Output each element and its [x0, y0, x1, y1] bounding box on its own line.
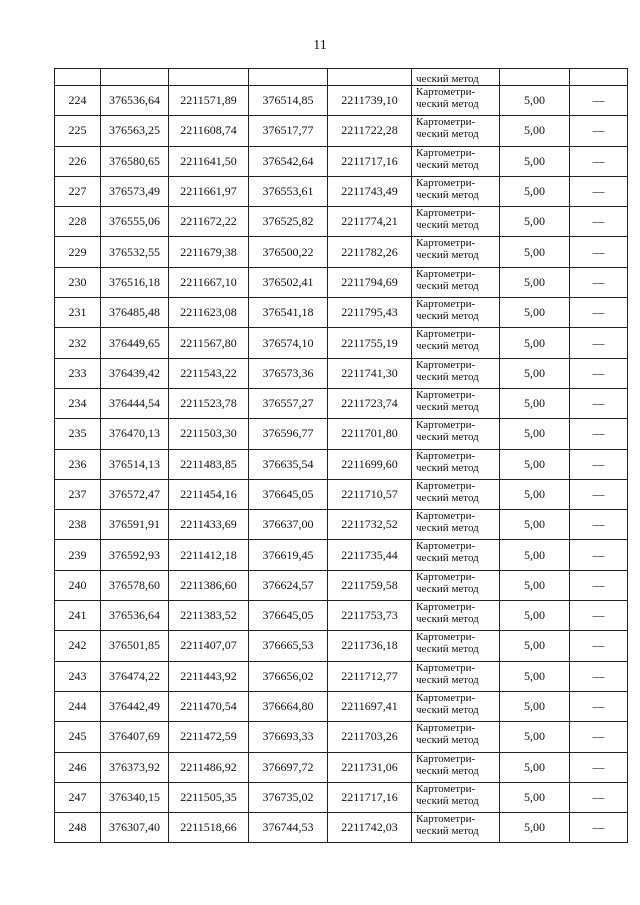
y-new-cell: 2211722,28 — [328, 116, 412, 146]
method-cell — [412, 570, 500, 600]
method-cell — [412, 328, 500, 358]
precision-cell: 5,00 — [500, 540, 570, 570]
x-old-cell: 376439,42 — [101, 358, 169, 388]
table-row — [55, 237, 628, 267]
dash-cell: — — [570, 661, 628, 691]
method-cell — [412, 752, 500, 782]
method-cell — [412, 661, 500, 691]
point-number-cell: 240 — [55, 570, 101, 600]
dash-cell: — — [570, 86, 628, 116]
x-new-cell: 376744,53 — [249, 813, 328, 843]
empty-cell — [500, 69, 570, 86]
empty-cell — [169, 69, 249, 86]
precision-cell: 5,00 — [500, 601, 570, 631]
table-row — [55, 146, 628, 176]
point-number-cell: 235 — [55, 419, 101, 449]
table-row — [55, 388, 628, 418]
method-line-1: Картометри- — [416, 419, 476, 432]
y-new-cell: 2211743,49 — [328, 176, 412, 206]
precision-cell: 5,00 — [500, 388, 570, 418]
point-number-cell: 229 — [55, 237, 101, 267]
method-cell — [412, 86, 500, 116]
empty-cell — [328, 69, 412, 86]
dash-cell: — — [570, 540, 628, 570]
x-old-cell: 376442,49 — [101, 691, 169, 721]
method-line-1: Картометри- — [416, 691, 476, 704]
x-old-cell: 376516,18 — [101, 267, 169, 297]
dash-cell: — — [570, 146, 628, 176]
y-new-cell: 2211710,57 — [328, 479, 412, 509]
y-new-cell: 2211723,74 — [328, 388, 412, 418]
x-new-cell: 376645,05 — [249, 601, 328, 631]
dash-cell: — — [570, 813, 628, 843]
y-new-cell: 2211794,69 — [328, 267, 412, 297]
y-new-cell: 2211731,06 — [328, 752, 412, 782]
method-cell — [412, 298, 500, 328]
point-number-cell: 226 — [55, 146, 101, 176]
y-old-cell: 2211443,92 — [169, 661, 249, 691]
point-number-cell: 238 — [55, 510, 101, 540]
table-row — [55, 419, 628, 449]
x-new-cell: 376637,00 — [249, 510, 328, 540]
precision-cell: 5,00 — [500, 358, 570, 388]
y-old-cell: 2211486,92 — [169, 752, 249, 782]
y-old-cell: 2211518,66 — [169, 813, 249, 843]
method-cell — [412, 510, 500, 540]
dash-cell: — — [570, 722, 628, 752]
point-number-cell: 237 — [55, 479, 101, 509]
y-old-cell: 2211608,74 — [169, 116, 249, 146]
empty-cell — [55, 69, 101, 86]
method-line-1: Картометри- — [416, 631, 476, 644]
dash-cell: — — [570, 388, 628, 418]
y-old-cell: 2211483,85 — [169, 449, 249, 479]
x-old-cell: 376470,13 — [101, 419, 169, 449]
dash-cell: — — [570, 358, 628, 388]
method-cell — [412, 267, 500, 297]
method-line-1: Картометри- — [416, 752, 476, 765]
table-row — [55, 358, 628, 388]
table-row — [55, 540, 628, 570]
x-new-cell: 376635,54 — [249, 449, 328, 479]
dash-cell: — — [570, 176, 628, 206]
y-old-cell: 2211386,60 — [169, 570, 249, 600]
y-old-cell: 2211523,78 — [169, 388, 249, 418]
dash-cell: — — [570, 510, 628, 540]
y-new-cell: 2211742,03 — [328, 813, 412, 843]
method-line-2: ческий метод — [416, 734, 479, 747]
method-cell: ческий метод — [412, 69, 500, 86]
method-cell — [412, 631, 500, 661]
y-new-cell: 2211736,18 — [328, 631, 412, 661]
method-line-1: Картометри- — [416, 601, 476, 614]
table-row — [55, 722, 628, 752]
point-number-cell: 231 — [55, 298, 101, 328]
point-number-cell: 234 — [55, 388, 101, 418]
method-line-1: Картометри- — [416, 510, 476, 523]
empty-cell — [249, 69, 328, 86]
y-old-cell: 2211412,18 — [169, 540, 249, 570]
method-line-1: Картометри- — [416, 86, 476, 98]
method-line-1: Картометри- — [416, 237, 476, 250]
x-old-cell: 376555,06 — [101, 207, 169, 237]
precision-cell: 5,00 — [500, 207, 570, 237]
x-new-cell: 376517,77 — [249, 116, 328, 146]
y-old-cell: 2211454,16 — [169, 479, 249, 509]
y-old-cell: 2211503,30 — [169, 419, 249, 449]
precision-cell: 5,00 — [500, 146, 570, 176]
table-row — [55, 116, 628, 146]
precision-cell: 5,00 — [500, 631, 570, 661]
precision-cell: 5,00 — [500, 176, 570, 206]
dash-cell: — — [570, 298, 628, 328]
method-cell — [412, 782, 500, 812]
x-new-cell: 376574,10 — [249, 328, 328, 358]
point-number-cell: 241 — [55, 601, 101, 631]
precision-cell: 5,00 — [500, 782, 570, 812]
x-new-cell: 376619,45 — [249, 540, 328, 570]
x-new-cell: 376664,80 — [249, 691, 328, 721]
y-old-cell: 2211470,54 — [169, 691, 249, 721]
point-number-cell: 233 — [55, 358, 101, 388]
x-old-cell: 376532,55 — [101, 237, 169, 267]
y-old-cell: 2211623,08 — [169, 298, 249, 328]
method-line-2: ческий метод — [416, 613, 479, 626]
method-cell — [412, 176, 500, 206]
precision-cell: 5,00 — [500, 691, 570, 721]
method-line-2: ческий метод — [416, 249, 479, 262]
table-row — [55, 601, 628, 631]
y-new-cell: 2211795,43 — [328, 298, 412, 328]
method-line-1: Картометри- — [416, 267, 476, 280]
table-row — [55, 207, 628, 237]
point-number-cell: 225 — [55, 116, 101, 146]
coordinates-table — [54, 68, 628, 843]
continuation-row — [55, 69, 628, 86]
dash-cell: — — [570, 691, 628, 721]
method-line-2: ческий метод — [416, 158, 479, 171]
x-old-cell: 376578,60 — [101, 570, 169, 600]
x-old-cell: 376307,40 — [101, 813, 169, 843]
point-number-cell: 248 — [55, 813, 101, 843]
table-row — [55, 267, 628, 297]
method-line-2: ческий метод — [416, 128, 479, 141]
y-new-cell: 2211699,60 — [328, 449, 412, 479]
x-old-cell: 376485,48 — [101, 298, 169, 328]
x-new-cell: 376525,82 — [249, 207, 328, 237]
y-old-cell: 2211472,59 — [169, 722, 249, 752]
dash-cell: — — [570, 601, 628, 631]
page-number: 11 — [313, 38, 327, 53]
point-number-cell: 239 — [55, 540, 101, 570]
x-new-cell: 376596,77 — [249, 419, 328, 449]
method-line-2: ческий метод — [416, 794, 479, 807]
method-line-2: ческий метод — [416, 552, 479, 565]
point-number-cell: 247 — [55, 782, 101, 812]
precision-cell: 5,00 — [500, 298, 570, 328]
method-line-2: ческий метод — [416, 461, 479, 474]
precision-cell: 5,00 — [500, 752, 570, 782]
method-cell — [412, 237, 500, 267]
method-cell — [412, 540, 500, 570]
dash-cell: — — [570, 752, 628, 782]
x-old-cell: 376444,54 — [101, 388, 169, 418]
y-old-cell: 2211407,07 — [169, 631, 249, 661]
y-new-cell: 2211759,58 — [328, 570, 412, 600]
y-old-cell: 2211543,22 — [169, 358, 249, 388]
point-number-cell: 230 — [55, 267, 101, 297]
point-number-cell: 224 — [55, 86, 101, 116]
point-number-cell: 244 — [55, 691, 101, 721]
precision-cell: 5,00 — [500, 116, 570, 146]
point-number-cell: 236 — [55, 449, 101, 479]
method-cell — [412, 813, 500, 843]
point-number-cell: 242 — [55, 631, 101, 661]
method-cell — [412, 207, 500, 237]
table-row — [55, 86, 628, 116]
method-line-1: Картометри- — [416, 358, 476, 371]
x-new-cell: 376735,02 — [249, 782, 328, 812]
method-cell — [412, 691, 500, 721]
precision-cell: 5,00 — [500, 449, 570, 479]
table-row — [55, 328, 628, 358]
dash-cell: — — [570, 328, 628, 358]
y-new-cell: 2211782,26 — [328, 237, 412, 267]
x-old-cell: 376536,64 — [101, 601, 169, 631]
point-number-cell: 245 — [55, 722, 101, 752]
method-line-2: ческий метод — [416, 673, 479, 686]
y-new-cell: 2211697,41 — [328, 691, 412, 721]
method-line-2: ческий метод — [416, 188, 479, 201]
dash-cell: — — [570, 479, 628, 509]
y-old-cell: 2211567,80 — [169, 328, 249, 358]
y-old-cell: 2211641,50 — [169, 146, 249, 176]
x-new-cell: 376500,22 — [249, 237, 328, 267]
dash-cell: — — [570, 237, 628, 267]
method-line-1: Картометри- — [416, 661, 476, 674]
method-line-1: Картометри- — [416, 449, 476, 462]
x-new-cell: 376656,02 — [249, 661, 328, 691]
y-new-cell: 2211732,52 — [328, 510, 412, 540]
method-line-1: Картометри- — [416, 570, 476, 583]
table-row — [55, 691, 628, 721]
point-number-cell: 232 — [55, 328, 101, 358]
method-cell — [412, 419, 500, 449]
y-new-cell: 2211739,10 — [328, 86, 412, 116]
precision-cell: 5,00 — [500, 570, 570, 600]
method-line-2: ческий метод — [416, 582, 479, 595]
x-new-cell: 376573,36 — [249, 358, 328, 388]
method-cell — [412, 358, 500, 388]
y-new-cell: 2211701,80 — [328, 419, 412, 449]
method-cell — [412, 479, 500, 509]
x-old-cell: 376572,47 — [101, 479, 169, 509]
method-line-2: ческий метод — [416, 370, 479, 383]
y-old-cell: 2211672,22 — [169, 207, 249, 237]
method-line-1: Картометри- — [416, 298, 476, 311]
dash-cell: — — [570, 419, 628, 449]
dash-cell: — — [570, 782, 628, 812]
x-new-cell: 376557,27 — [249, 388, 328, 418]
x-old-cell: 376501,85 — [101, 631, 169, 661]
precision-cell: 5,00 — [500, 328, 570, 358]
method-line-1: Картометри- — [416, 813, 476, 826]
precision-cell: 5,00 — [500, 510, 570, 540]
precision-cell: 5,00 — [500, 419, 570, 449]
y-new-cell: 2211774,21 — [328, 207, 412, 237]
method-line-2: ческий метод — [416, 431, 479, 444]
method-cell — [412, 116, 500, 146]
method-line-2: ческий метод — [416, 491, 479, 504]
table-row — [55, 631, 628, 661]
method-cell — [412, 388, 500, 418]
y-old-cell: 2211571,89 — [169, 86, 249, 116]
y-new-cell: 2211717,16 — [328, 146, 412, 176]
y-old-cell: 2211505,35 — [169, 782, 249, 812]
x-new-cell: 376665,53 — [249, 631, 328, 661]
x-old-cell: 376563,25 — [101, 116, 169, 146]
method-cell — [412, 601, 500, 631]
dash-cell: — — [570, 570, 628, 600]
empty-cell — [570, 69, 628, 86]
y-old-cell: 2211383,52 — [169, 601, 249, 631]
precision-cell: 5,00 — [500, 722, 570, 752]
y-old-cell: 2211667,10 — [169, 267, 249, 297]
x-old-cell: 376580,65 — [101, 146, 169, 176]
method-line-2: ческий метод — [416, 98, 479, 110]
table-row — [55, 570, 628, 600]
precision-cell: 5,00 — [500, 813, 570, 843]
table-row — [55, 752, 628, 782]
method-line-2: ческий метод — [416, 400, 479, 413]
x-old-cell: 376474,22 — [101, 661, 169, 691]
method-line-2: ческий метод — [416, 825, 479, 838]
method-line-2: ческий метод — [416, 643, 479, 656]
y-new-cell: 2211703,26 — [328, 722, 412, 752]
y-new-cell: 2211741,30 — [328, 358, 412, 388]
x-old-cell: 376514,13 — [101, 449, 169, 479]
table-row — [55, 479, 628, 509]
point-number-cell: 243 — [55, 661, 101, 691]
method-line-1: Картометри- — [416, 722, 476, 735]
method-cell — [412, 146, 500, 176]
method-line-1: Картометри- — [416, 176, 476, 189]
x-old-cell: 376340,15 — [101, 782, 169, 812]
x-old-cell: 376449,65 — [101, 328, 169, 358]
method-line-2: ческий метод — [416, 764, 479, 777]
dash-cell: — — [570, 631, 628, 661]
table-row — [55, 298, 628, 328]
method-line-1: Картометри- — [416, 207, 476, 220]
precision-cell: 5,00 — [500, 86, 570, 116]
method-line-1: Картометри- — [416, 782, 476, 795]
x-old-cell: 376573,49 — [101, 176, 169, 206]
table-row — [55, 449, 628, 479]
dash-cell: — — [570, 207, 628, 237]
x-old-cell: 376407,69 — [101, 722, 169, 752]
table-row — [55, 782, 628, 812]
x-new-cell: 376514,85 — [249, 86, 328, 116]
point-number-cell: 228 — [55, 207, 101, 237]
x-new-cell: 376645,05 — [249, 479, 328, 509]
method-line-2: ческий метод — [416, 279, 479, 292]
x-new-cell: 376502,41 — [249, 267, 328, 297]
y-old-cell: 2211433,69 — [169, 510, 249, 540]
x-new-cell: 376693,33 — [249, 722, 328, 752]
table-row — [55, 813, 628, 843]
method-line-2: ческий метод — [416, 703, 479, 716]
x-new-cell: 376697,72 — [249, 752, 328, 782]
precision-cell: 5,00 — [500, 267, 570, 297]
x-old-cell: 376592,93 — [101, 540, 169, 570]
x-new-cell: 376624,57 — [249, 570, 328, 600]
dash-cell: — — [570, 267, 628, 297]
y-new-cell: 2211735,44 — [328, 540, 412, 570]
method-line-1: Картометри- — [416, 116, 476, 129]
x-new-cell: 376553,61 — [249, 176, 328, 206]
x-new-cell: 376541,18 — [249, 298, 328, 328]
y-old-cell: 2211679,38 — [169, 237, 249, 267]
point-number-cell: 246 — [55, 752, 101, 782]
empty-cell — [101, 69, 169, 86]
method-cell — [412, 449, 500, 479]
method-line-2: ческий метод — [416, 340, 479, 353]
y-old-cell: 2211661,97 — [169, 176, 249, 206]
method-line-1: Картометри- — [416, 540, 476, 553]
precision-cell: 5,00 — [500, 661, 570, 691]
method-line-1: Картометри- — [416, 388, 476, 401]
y-new-cell: 2211753,73 — [328, 601, 412, 631]
method-line-1: Картометри- — [416, 328, 476, 341]
table-row — [55, 661, 628, 691]
y-new-cell: 2211717,16 — [328, 782, 412, 812]
dash-cell: — — [570, 449, 628, 479]
table-row — [55, 176, 628, 206]
dash-cell: — — [570, 116, 628, 146]
method-line-2: ческий метод — [416, 219, 479, 232]
x-old-cell: 376373,92 — [101, 752, 169, 782]
point-number-cell: 227 — [55, 176, 101, 206]
method-cell — [412, 722, 500, 752]
x-old-cell: 376591,91 — [101, 510, 169, 540]
precision-cell: 5,00 — [500, 479, 570, 509]
x-old-cell: 376536,64 — [101, 86, 169, 116]
y-new-cell: 2211755,19 — [328, 328, 412, 358]
y-new-cell: 2211712,77 — [328, 661, 412, 691]
method-line-2: ческий метод — [416, 310, 479, 323]
method-line-1: Картометри- — [416, 479, 476, 492]
x-new-cell: 376542,64 — [249, 146, 328, 176]
method-line-1: Картометри- — [416, 146, 476, 159]
method-line-2: ческий метод — [416, 522, 479, 535]
precision-cell: 5,00 — [500, 237, 570, 267]
table-row — [55, 510, 628, 540]
